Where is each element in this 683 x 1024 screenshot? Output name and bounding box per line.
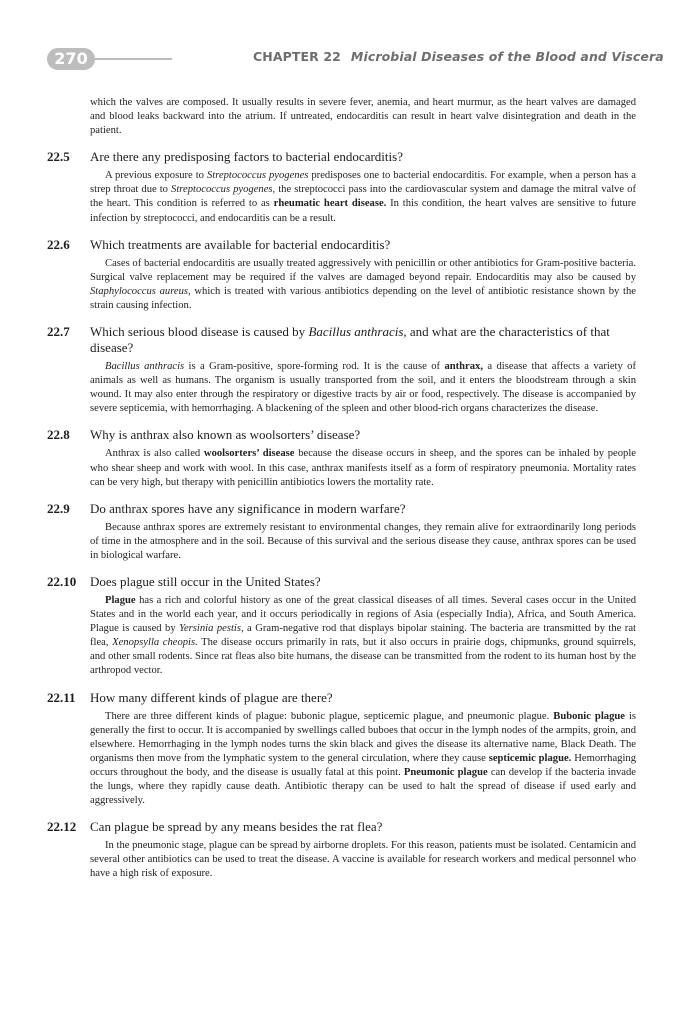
- question-text: Why is anthrax also known as woolsorters’ disease?: [90, 427, 361, 443]
- answer-paragraph: There are three different kinds of plague: bubonic plague, septicemic plague, and pneumonic plague. Bubonic plague is generally the first to occur. It is accompanied by swellings called buboes that occur in the lymph nodes of the armpits, groin, and elsewhere. Hemorrhaging in the lymph nodes turns the skin black and gives the disease its alternative name, Black Death. The organisms then move from the lymphatic system to the general circulation, where they cause septicemic plague. Hemorrhaging occurs throughout the body, and the disease is usually fatal at this point. Pneumonic plague can develop if the bacteria invade the lungs, where they rapidly cause death. Antibiotic therapy can be used to halt the spread of disease if used early and aggressively.: [90, 710, 637, 807]
- header-rule: [92, 58, 172, 60]
- qa-22-12: [0, 819, 683, 881]
- question-number: 22.6: [47, 236, 70, 252]
- question-text: Can plague be spread by any means besides the rat flea?: [90, 819, 383, 835]
- question-heading: [0, 427, 683, 443]
- qa-22-6: [0, 237, 683, 313]
- question-number: 22.10: [47, 573, 77, 589]
- question-number: 22.9: [47, 500, 70, 516]
- question-text: How many different kinds of plague are there?: [90, 689, 333, 705]
- question-text: Which serious blood disease is caused by Bacillus anthracis, and what are the characteristics of that disease?: [90, 324, 610, 356]
- question-text: Are there any predisposing factors to bacterial endocarditis?: [90, 149, 403, 165]
- question-number: 22.7: [47, 324, 70, 340]
- question-text: Which treatments are available for bacterial endocarditis?: [90, 236, 391, 252]
- question-number: 22.12: [47, 819, 77, 835]
- page-number-badge: 270: [47, 48, 95, 70]
- answer-paragraph: Cases of bacterial endocarditis are usually treated aggressively with penicillin or other antibiotics for Gram-positive bacteria. Surgical valve replacement may be required if the valves are damaged beyond repair. Endocarditis may also be caused by Staphylococcus aureus, which is treated with various antibiotics depending on the level of antibiotic resistance shown by the strain causing infection.: [90, 257, 636, 311]
- chapter-heading: [253, 49, 664, 64]
- question-heading: [0, 574, 683, 590]
- answer-paragraph: Because anthrax spores are extremely resistant to environmental changes, they remain alive for extraordinarily long periods of time in the atmosphere and in the soil. Because of this survival and the serious disease they cause, anthrax spores can be used in biological warfare.: [90, 521, 636, 561]
- question-number: 22.5: [47, 149, 70, 165]
- qa-22-8: [0, 427, 683, 489]
- question-heading: [0, 237, 683, 253]
- qa-22-5: [0, 149, 683, 225]
- intro-paragraph: which the valves are composed. It usually results in severe fever, anemia, and heart murmur, as the heart valves are damaged and blood leaks backward into the atrium. If untreated, endocarditis can result in heart valve disintegration and death in the patient.: [90, 97, 636, 137]
- qa-22-11: [0, 690, 683, 809]
- question-number: 22.11: [47, 689, 76, 705]
- qa-22-10: [0, 574, 683, 679]
- chapter-title: Microbial Diseases of the Blood and Viscera: [350, 49, 664, 64]
- page-header: [0, 46, 683, 72]
- answer-paragraph: Plague has a rich and colorful history as one of the great classical diseases of all times. Several cases occur in the United States and in the world each year, and it occurs periodically in regions of Asia (especially India), Africa, and South America. Plague is caused by Yersinia pestis, a Gram-negative rod that displays bipolar staining. The bacteria are transmitted by the rat flea, Xenopsylla cheopis. The disease occurs primarily in rats, but it also occurs in prairie dogs, chipmunks, ground squirrels, and other small rodents. Since rat fleas also bite humans, the disease can be transmitted from the rodent to its human host by the arthropod vector.: [90, 594, 636, 677]
- chapter-label: CHAPTER 22: [253, 49, 341, 64]
- question-number: 22.8: [47, 427, 70, 443]
- page-body: [0, 96, 683, 881]
- question-heading: [0, 819, 683, 835]
- qa-22-9: [0, 501, 683, 563]
- question-heading: [0, 501, 683, 517]
- question-text: Do anthrax spores have any significance in modern warfare?: [90, 500, 406, 516]
- qa-22-7: [0, 324, 683, 416]
- question-heading: [0, 324, 683, 356]
- answer-paragraph: Bacillus anthracis is a Gram-positive, spore-forming rod. It is the cause of anthrax, a disease that affects a variety of animals as well as humans. The organism is usually transported from the soil, and it enters the bloodstream through a skin wound. It may also enter through the respiratory or digestive tracts by air or food, respectively. The disease is accompanied by severe septicemia, with hemorrhaging. A blackening of the spleen and other blood-rich organs characterizes the disease.: [90, 361, 636, 415]
- answer-paragraph: Anthrax is also called woolsorters’ disease because the disease occurs in sheep, and the spores can be inhaled by people who shear sheep and work with wool. In this case, anthrax manifests itself as a form of respiratory pneumonia. Mortality rates can be very high, but therapy with penicillin antibiotics lowers the mortality rate.: [90, 448, 636, 488]
- answer-paragraph: In the pneumonic stage, plague can be spread by airborne droplets. For this reason, patients must be isolated. Centamicin and several other antibiotics can be used to treat the disease. A vaccine is available for research workers and medical personnel who have a high risk of exposure.: [90, 840, 636, 880]
- question-heading: [0, 690, 683, 706]
- question-heading: [0, 149, 683, 165]
- answer-paragraph: A previous exposure to Streptococcus pyogenes predisposes one to bacterial endocarditis. For example, when a person has a strep throat due to Streptococcus pyogenes, the streptococci pass into the cardiovascular system and damage the mitral valve of the heart. This condition is referred to as rheumatic heart disease. In this condition, the heart valves are sensitive to future infection by streptococci, and endocarditis can be a result.: [90, 170, 637, 224]
- question-text: Does plague still occur in the United States?: [90, 573, 321, 589]
